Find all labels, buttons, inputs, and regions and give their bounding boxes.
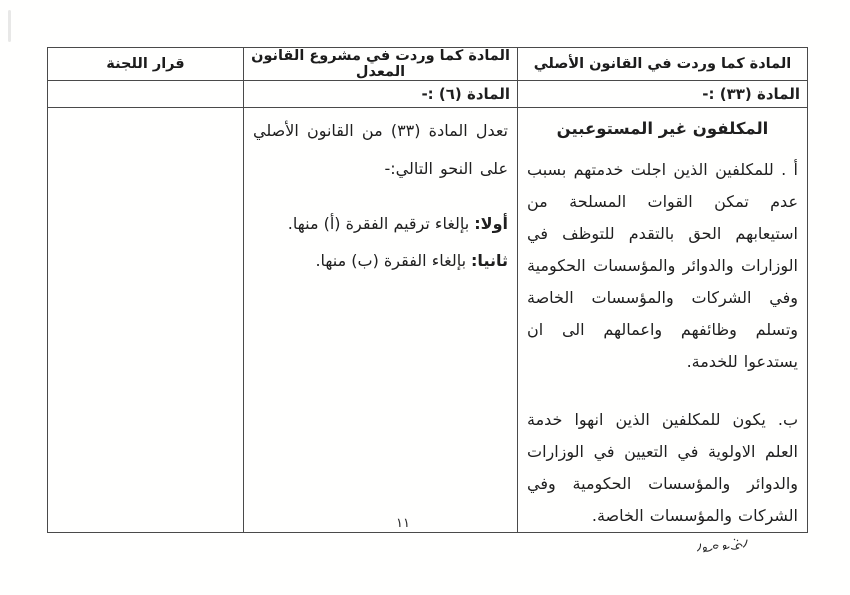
amendment-items: [253, 205, 508, 279]
article-number-amended: المادة (٦) :-: [244, 81, 518, 108]
column-header-amended-draft: المادة كما وردت في مشروع القانون المعدل: [244, 48, 518, 81]
column-header-original-law: المادة كما وردت في القانون الأصلي: [518, 48, 808, 81]
column-header-committee-decision: قرار اللجنة: [48, 48, 244, 81]
law-comparison-table: [47, 47, 808, 533]
amendment-item-first: [253, 205, 508, 242]
article-number-original: المادة (٣٣) :-: [518, 81, 808, 108]
amendment-item-second: [253, 242, 508, 279]
original-law-paragraph-b: ب. يكون للمكلفين الذين انهوا خدمة العلم الاولوية في التعيين في الوزارات والدوائر والمؤسسات الحكومية وفي الشركات والمؤسسات الخاصة.: [527, 410, 798, 525]
committee-decision-cell: [48, 108, 244, 533]
article-number-row: [48, 81, 808, 108]
original-law-cell: [518, 108, 808, 533]
article-number-committee-empty: [48, 81, 244, 108]
original-law-section-heading: المكلفون غير المستوعبين: [556, 119, 769, 138]
amended-draft-cell: [244, 108, 518, 533]
original-law-paragraph-a: أ . للمكلفين الذين اجلت خدمتهم بسبب عدم تمكن القوات المسلحة من استيعابهم الحق بالتقدم للتوظف في الوزارات والدوائر والمؤسسات الحكومية وفي الشركات والمؤسسات الخاصة وتسلم وظائفهم واعمالهم الى ان يستدعوا للخدمة.: [527, 160, 798, 371]
handwritten-signature-icon: [684, 537, 750, 561]
table-body-row: [48, 108, 808, 533]
scan-edge-artifact: [8, 10, 11, 42]
amendment-item-first-label: أولا:: [474, 214, 508, 233]
amendment-intro-paragraph: تعدل المادة (٣٣) من القانون الأصلي على النحو التالي:-: [253, 121, 509, 178]
amendment-item-second-text: بإلغاء الفقرة (ب) منها.: [315, 251, 467, 270]
page-number: ١١: [396, 516, 410, 531]
amendment-item-first-text: بإلغاء ترقيم الفقرة (أ) منها.: [287, 214, 470, 233]
table-header-row: [48, 48, 808, 81]
amendment-item-second-label: ثانيا:: [471, 251, 508, 270]
